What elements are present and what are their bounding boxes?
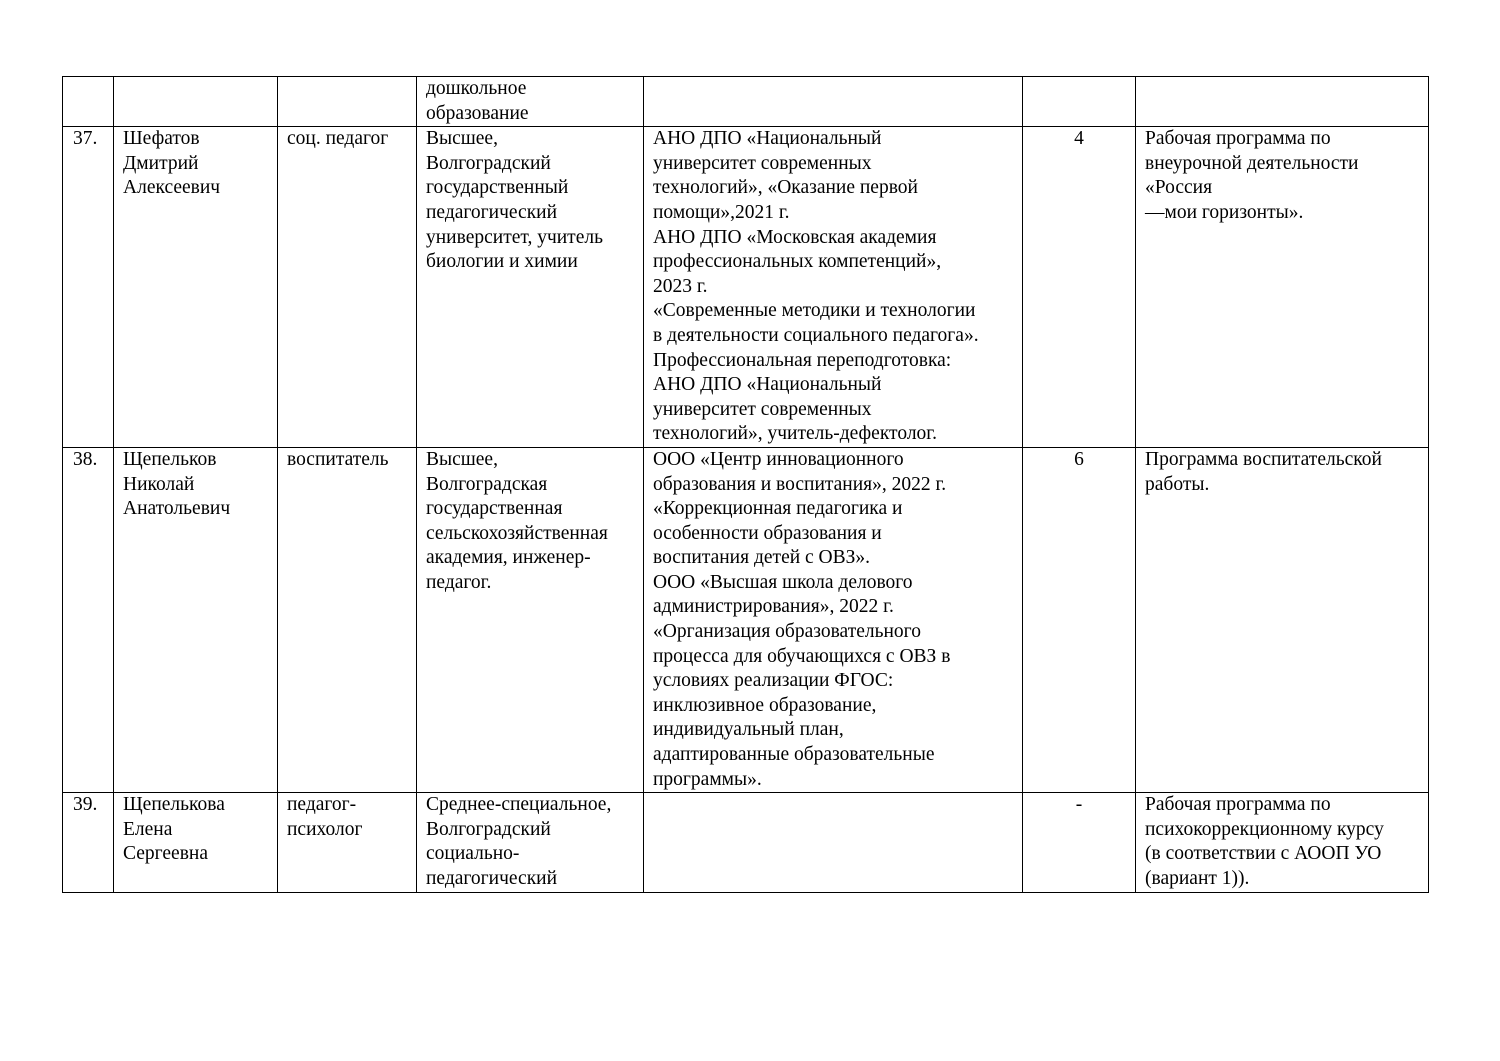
employee-position: соц. педагог: [278, 127, 417, 448]
employee-training: АНО ДПО «Национальный университет современных технологий», «Оказание первой помощи»,2021 г. АНО ДПО «Московская академия профессиональных компетенций», 2023 г. «Современные методики и технологии в деятельности социального педагога». Профессиональная переподготовка: АНО ДПО «Национальный университет современных технологий», учитель-дефектолог.: [644, 127, 1023, 448]
employee-program: Программа воспитательской работы.: [1136, 447, 1429, 792]
table-row: [63, 77, 1429, 127]
row-number: 38.: [63, 447, 114, 792]
row-number: 37.: [63, 127, 114, 448]
employee-program: [1136, 77, 1429, 127]
document-page: [62, 76, 1428, 893]
employee-position: педагог- психолог: [278, 793, 417, 892]
employee-education: Высшее, Волгоградский государственный педагогический университет, учитель биологии и химии: [417, 127, 644, 448]
employee-education: Высшее, Волгоградская государственная сельскохозяйственная академия, инженер- педагог.: [417, 447, 644, 792]
employee-training: ООО «Центр инновационного образования и воспитания», 2022 г. «Коррекционная педагогика и особенности образования и воспитания детей с ОВЗ». ООО «Высшая школа делового администрирования», 2022 г. «Организация образовательного процесса для обучающихся с ОВЗ в условиях реализации ФГОС: инклюзивное образование, индивидуальный план, адаптированные образовательные программы».: [644, 447, 1023, 792]
table-row: [63, 127, 1429, 448]
employee-name: Щепелькова Елена Сергеевна: [114, 793, 278, 892]
employee-experience: -: [1023, 793, 1136, 892]
employee-experience: [1023, 77, 1136, 127]
employee-education: дошкольное образование: [417, 77, 644, 127]
employee-education: Среднее-специальное, Волгоградский социально- педагогический: [417, 793, 644, 892]
employee-position: воспитатель: [278, 447, 417, 792]
row-number: 39.: [63, 793, 114, 892]
employee-program: Рабочая программа по психокоррекционному курсу (в соответствии с АООП УО (вариант 1)).: [1136, 793, 1429, 892]
table-row: [63, 447, 1429, 792]
employee-training: [644, 793, 1023, 892]
table-row: [63, 793, 1429, 892]
employee-name: [114, 77, 278, 127]
employee-position: [278, 77, 417, 127]
employee-name: Шефатов Дмитрий Алексеевич: [114, 127, 278, 448]
employee-experience: 4: [1023, 127, 1136, 448]
staff-table: [62, 76, 1429, 893]
employee-name: Щепельков Николай Анатольевич: [114, 447, 278, 792]
employee-experience: 6: [1023, 447, 1136, 792]
employee-training: [644, 77, 1023, 127]
employee-program: Рабочая программа по внеурочной деятельности «Россия —мои горизонты».: [1136, 127, 1429, 448]
row-number: [63, 77, 114, 127]
